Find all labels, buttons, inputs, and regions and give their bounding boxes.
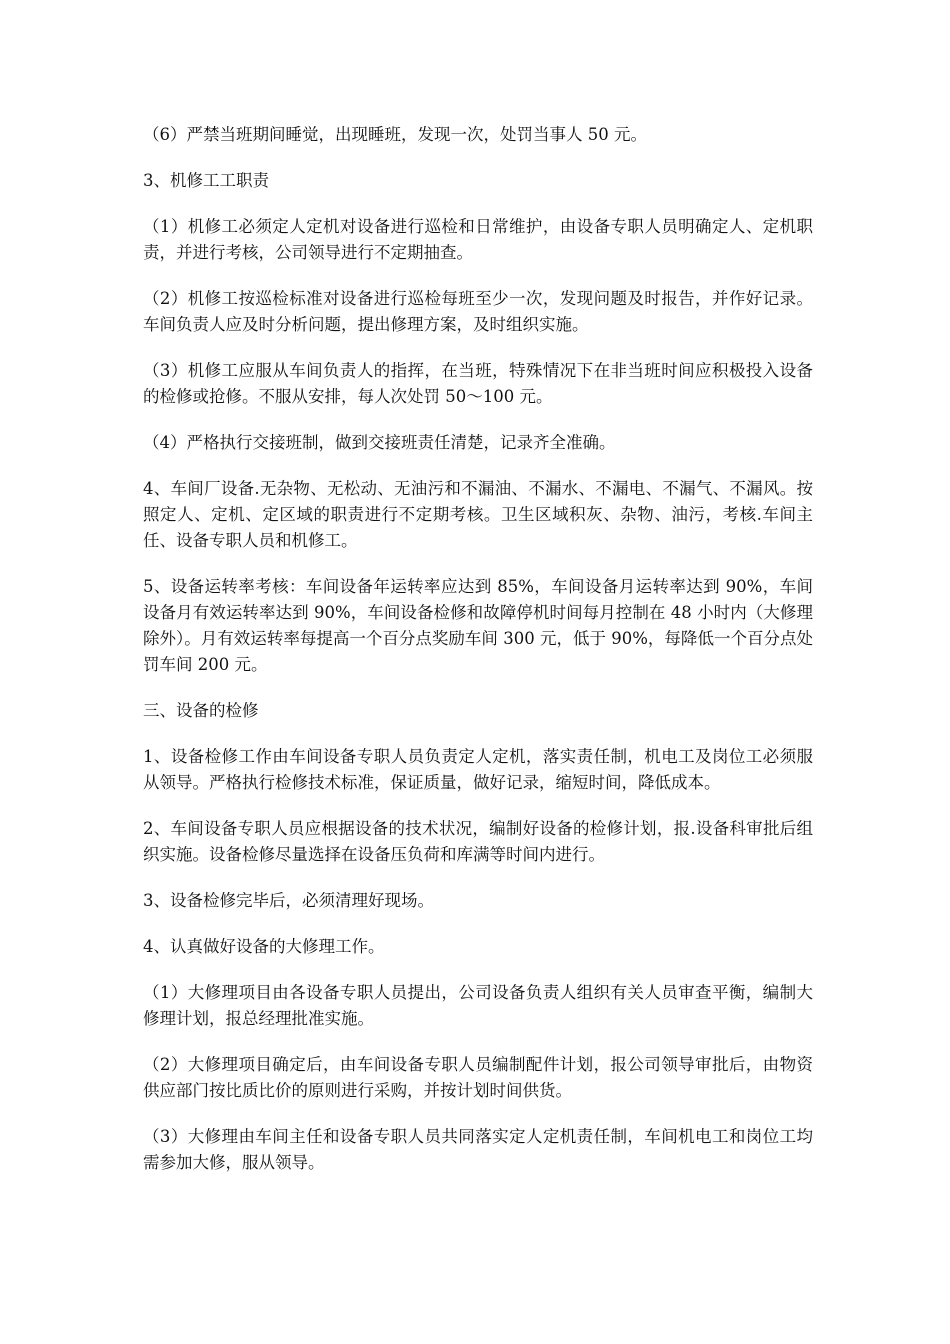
paragraph-overhaul-1: （1）大修理项目由各设备专职人员提出，公司设备负责人组织有关人员审查平衡，编制大修理计划，报总经理批准实施。 <box>143 983 813 1028</box>
paragraph-maintenance-1: 1、设备检修工作由车间设备专职人员负责定人定机，落实责任制，机电工及岗位工必须服从领导。严格执行检修技术标准，保证质量，做好记录，缩短时间，降低成本。 <box>143 747 813 792</box>
paragraph-mechanic-duty-2: （2）机修工按巡检标准对设备进行巡检每班至少一次，发现问题及时报告，并作好记录。车间负责人应及时分析问题，提出修理方案，及时组织实施。 <box>143 289 813 334</box>
paragraph-penalty-sleeping: （6）严禁当班期间睡觉，出现睡班，发现一次，处罚当事人 50 元。 <box>143 125 647 144</box>
section-heading-maintenance: 三、设备的检修 <box>143 701 259 720</box>
paragraph-mechanic-duty-4: （4）严格执行交接班制，做到交接班责任清楚，记录齐全准确。 <box>143 433 616 452</box>
paragraph-maintenance-2: 2、车间设备专职人员应根据设备的技术状况，编制好设备的检修计划，报.设备科审批后组织实施。设备检修尽量选择在设备压负荷和库满等时间内进行。 <box>143 819 813 864</box>
paragraph-overhaul-3: （3）大修理由车间主任和设备专职人员共同落实定人定机责任制，车间机电工和岗位工均需参加大修，服从领导。 <box>143 1127 813 1172</box>
paragraph-maintenance-3: 3、设备检修完毕后，必须清理好现场。 <box>143 891 434 910</box>
paragraph-mechanic-duty-3: （3）机修工应服从车间负责人的指挥，在当班，特殊情况下在非当班时间应积极投入设备的检修或抢修。不服从安排，每人次处罚 50～100 元。 <box>143 361 813 406</box>
section-heading-mechanic-duties: 3、机修工工职责 <box>143 171 269 190</box>
paragraph-operation-rate: 5、设备运转率考核：车间设备年运转率应达到 85%，车间设备月运转率达到 90%，车间设备月有效运转率达到 90%，车间设备检修和故障停机时间每月控制在 48 小时内（大修理除外）。月有效运转率每提高一个百分点奖励车间 300 元，低于 90%，每降低一个百分点处罚车间 200 元。 <box>143 577 813 674</box>
paragraph-workshop-equipment: 4、车间厂设备.无杂物、无松动、无油污和不漏油、不漏水、不漏电、不漏气、不漏风。按照定人、定机、定区域的职责进行不定期考核。卫生区域积灰、杂物、油污，考核.车间主任、设备专职人员和机修工。 <box>143 479 813 550</box>
paragraph-maintenance-4: 4、认真做好设备的大修理工作。 <box>143 937 385 956</box>
document-body <box>143 122 813 1196</box>
paragraph-mechanic-duty-1: （1）机修工必须定人定机对设备进行巡检和日常维护，由设备专职人员明确定人、定机职责，并进行考核，公司领导进行不定期抽查。 <box>143 217 813 262</box>
paragraph-overhaul-2: （2）大修理项目确定后，由车间设备专职人员编制配件计划，报公司领导审批后，由物资供应部门按比质比价的原则进行采购，并按计划时间供货。 <box>143 1055 813 1100</box>
